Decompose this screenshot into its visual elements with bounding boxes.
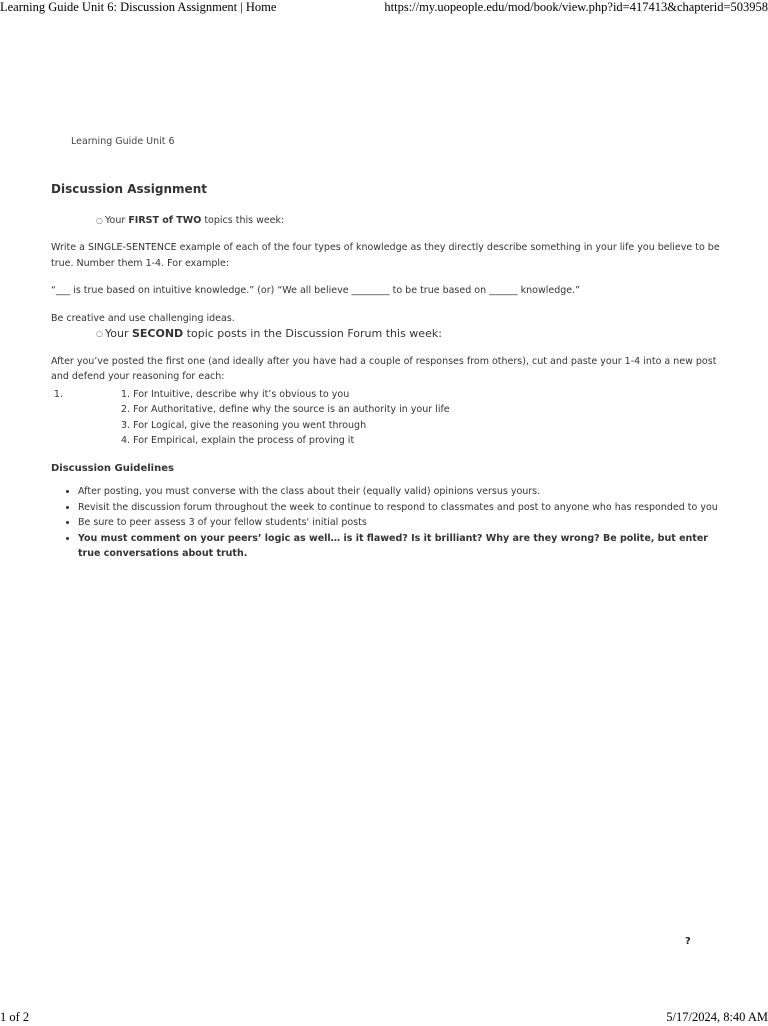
- numbered-list: [51, 387, 721, 449]
- step-item: 4. For Empirical, explain the process of proving it: [121, 435, 355, 446]
- step-item: 1. 1. For Intuitive, describe why it’s obvious to you: [121, 388, 350, 400]
- print-header-title: Learning Guide Unit 6: Discussion Assignment | Home: [0, 0, 277, 14]
- instruction-paragraph: Write a SINGLE-SENTENCE example of each of the four types of knowledge as they directly describe something in your life you believe to be true. Number them 1-4. For example:: [51, 242, 720, 269]
- step-item: 2. For Authoritative, define why the source is an authority in your life: [121, 404, 450, 415]
- followup-paragraph: After you’ve posted the first one (and ideally after you have had a couple of responses from others), cut and paste your 1-4 into a new post and defend your reasoning for each:: [51, 355, 717, 382]
- main-content: [51, 182, 721, 562]
- guideline-item: • After posting, you must converse with the class about their (equally valid) opinions versus yours.: [78, 484, 721, 500]
- page-title: Discussion Assignment: [51, 182, 207, 196]
- circle-bullet-icon: ○: [96, 329, 103, 338]
- help-icon[interactable]: ?: [685, 936, 691, 947]
- topic-one-list: [51, 213, 721, 229]
- topic-one-emphasis: FIRST of TWO: [128, 214, 202, 226]
- creative-paragraph: Be creative and use challenging ideas.: [51, 312, 235, 324]
- guideline-item: • Revisit the discussion forum throughout the week to continue to respond to classmates and post to anyone who has responded to you: [78, 500, 721, 516]
- topic-two-list: [51, 326, 721, 342]
- circle-bullet-icon: ○: [96, 215, 103, 225]
- topic-two-emphasis: SECOND: [131, 327, 184, 340]
- list-item: [66, 387, 721, 449]
- guideline-item: • Be sure to peer assess 3 of your fellow students' initial posts: [78, 515, 721, 531]
- print-timestamp: 5/17/2024, 8:40 AM: [666, 1010, 768, 1024]
- guidelines-heading: Discussion Guidelines: [51, 462, 174, 474]
- page-count: 1 of 2: [0, 1010, 30, 1024]
- breadcrumb[interactable]: Learning Guide Unit 6: [71, 136, 175, 147]
- step-item: 3. For Logical, give the reasoning you went through: [121, 419, 367, 431]
- example-paragraph: “___ is true based on intuitive knowledge.” (or) “We all believe ________ to be true based on ______ knowledge.”: [51, 285, 581, 296]
- topic-two-item: ○ Your SECOND topic posts in the Discussion Forum this week:: [96, 327, 442, 340]
- steps-list: [66, 387, 721, 449]
- print-header-url[interactable]: https://my.uopeople.edu/mod/book/view.php?id=417413&chapterid=503958: [384, 0, 768, 14]
- guideline-item: • You must comment on your peers’ logic as well… is it flawed? Is it brilliant? Why are they wrong? Be polite, but enter true conversations about truth.: [78, 531, 721, 562]
- topic-one-item: ○ Your FIRST of TWO topics this week:: [96, 213, 721, 229]
- print-header: [0, 0, 768, 16]
- guidelines-list: [51, 484, 721, 562]
